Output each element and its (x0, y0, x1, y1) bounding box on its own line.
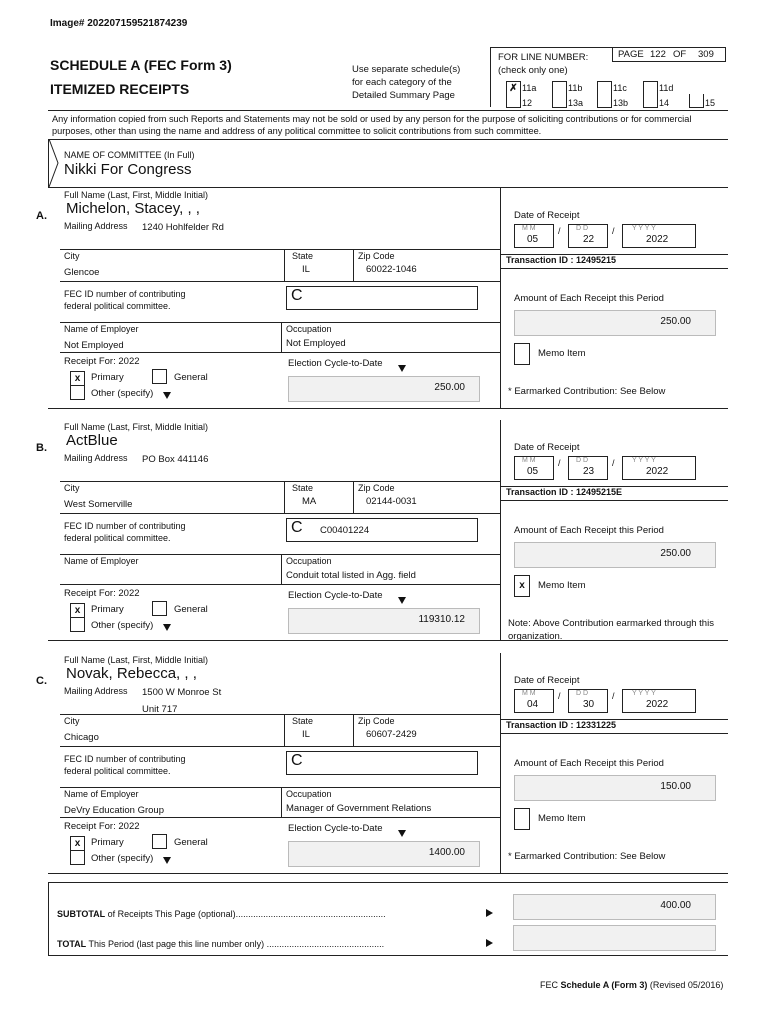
contributor-name: Michelon, Stacey, , , (66, 200, 200, 217)
election-cycle-dropdown-icon[interactable] (398, 365, 406, 372)
occupation-value: Not Employed (286, 338, 346, 349)
other-label: Other (specify) (91, 388, 154, 399)
state-label: State (292, 251, 314, 261)
memo-label: Memo Item (538, 813, 586, 824)
city-value: Glencoe (64, 267, 100, 278)
total-arrow-icon (486, 939, 493, 947)
election-cycle-value: 1400.00 (428, 847, 465, 858)
line-13a-label: 13a (568, 98, 584, 108)
election-cycle-label: Election Cycle-to-Date (288, 358, 383, 369)
line-14-checkbox[interactable] (643, 94, 658, 108)
year-value: 2022 (646, 466, 669, 477)
yyyy-hint: Y Y Y Y (632, 225, 656, 232)
city-label: City (64, 716, 80, 726)
month-value: 04 (527, 699, 539, 710)
of-label: OF (673, 49, 687, 60)
total-field[interactable] (513, 925, 716, 951)
notice-text: Any information copied from such Reports and Statements may not be sold or used by any person for the purpose of soliciting contributions or for commercial purposes, other than using the name and address of any political committee to solicit contributions from such committee. (52, 114, 692, 136)
city-value: Chicago (64, 732, 99, 743)
year-value: 2022 (646, 234, 669, 245)
page-total: 309 (698, 49, 714, 60)
memo-label: Memo Item (538, 580, 586, 591)
month-value: 05 (527, 234, 539, 245)
dd-hint: D D (576, 457, 589, 464)
amount-field[interactable] (514, 775, 716, 801)
general-checkbox[interactable] (152, 834, 167, 849)
transaction-id: Transaction ID : 12495215E (506, 487, 623, 497)
instructions-line-1: Use separate schedule(s) (352, 64, 461, 75)
line-11a-checkbox[interactable]: ✗ (506, 81, 521, 96)
entry-note: * Earmarked Contribution: See Below (508, 386, 666, 397)
memo-checkbox[interactable] (514, 343, 530, 365)
city-label: City (64, 483, 80, 493)
election-cycle-field[interactable] (288, 608, 480, 634)
line-11b-label: 11b (568, 83, 583, 93)
transaction-id: Transaction ID : 12495215 (506, 255, 617, 265)
entry-note: * Earmarked Contribution: See Below (508, 851, 666, 862)
primary-label: Primary (91, 372, 124, 383)
election-cycle-field[interactable] (288, 376, 480, 402)
full-name-label: Full Name (Last, First, Middle Initial) (64, 655, 209, 665)
employer-label: Name of Employer (64, 789, 139, 799)
subtotal-label: SUBTOTAL of Receipts This Page (optional)............................................................ (57, 909, 386, 919)
instructions-line-2: for each category of the (352, 77, 452, 88)
full-name-label: Full Name (Last, First, Middle Initial) (64, 422, 209, 432)
general-label: General (174, 372, 208, 383)
occupation-label: Occupation (286, 789, 332, 799)
fec-id-label-1: FEC ID number of contributing (64, 521, 186, 531)
city-value: West Somerville (64, 499, 133, 510)
state-value: IL (302, 264, 310, 275)
election-cycle-label: Election Cycle-to-Date (288, 590, 383, 601)
memo-checkbox[interactable]: x (514, 575, 530, 597)
zip-label: Zip Code (358, 251, 395, 261)
zip-value: 60022-1046 (366, 264, 417, 275)
fec-id-label-2: federal political committee. (64, 301, 171, 311)
employer-value: Not Employed (64, 340, 124, 351)
amount-field[interactable] (514, 310, 716, 336)
zip-value: 02144-0031 (366, 496, 417, 507)
mm-hint: M M (522, 225, 536, 232)
mailing-label: Mailing Address (64, 453, 128, 463)
image-id: Image# 202207159521874239 (50, 18, 188, 29)
fec-id-field[interactable] (286, 286, 478, 310)
election-cycle-label: Election Cycle-to-Date (288, 823, 383, 834)
line-11c-label: 11c (613, 83, 627, 93)
fec-id-prefix: C (291, 519, 303, 536)
line-11a-label: 11a (522, 83, 537, 93)
receipt-entry (0, 420, 770, 652)
full-name-label: Full Name (Last, First, Middle Initial) (64, 190, 209, 200)
day-value: 23 (583, 466, 595, 477)
fec-id-label-2: federal political committee. (64, 766, 171, 776)
memo-label: Memo Item (538, 348, 586, 359)
election-cycle-dropdown-icon[interactable] (398, 830, 406, 837)
line-14-label: 14 (659, 98, 670, 108)
occupation-value: Conduit total listed in Agg. field (286, 570, 416, 581)
line-13a-checkbox[interactable] (552, 94, 567, 108)
page-number: 122 (650, 49, 666, 60)
year-value: 2022 (646, 699, 669, 710)
other-checkbox[interactable] (70, 850, 85, 865)
other-label: Other (specify) (91, 620, 154, 631)
primary-checkbox[interactable]: x (70, 371, 85, 386)
fec-id-field[interactable] (286, 518, 478, 542)
fec-id-label-1: FEC ID number of contributing (64, 754, 186, 764)
state-value: IL (302, 729, 310, 740)
election-cycle-field[interactable] (288, 841, 480, 867)
page-label: PAGE (618, 49, 644, 60)
subtotal-arrow-icon (486, 909, 493, 917)
entry-letter: B. (36, 442, 47, 454)
memo-checkbox[interactable] (514, 808, 530, 830)
primary-label: Primary (91, 604, 124, 615)
date-slash-1: / (558, 226, 561, 236)
date-slash-2: / (612, 458, 615, 468)
line-13b-label: 13b (613, 98, 629, 108)
primary-checkbox[interactable]: x (70, 603, 85, 618)
date-slash-1: / (558, 691, 561, 701)
other-checkbox[interactable] (70, 617, 85, 632)
footer-text: FEC Schedule A (Form 3) (Revised 05/2016) (540, 980, 724, 990)
other-label: Other (specify) (91, 853, 154, 864)
amount-label: Amount of Each Receipt this Period (514, 758, 664, 769)
yyyy-hint: Y Y Y Y (632, 457, 656, 464)
zip-label: Zip Code (358, 483, 395, 493)
election-cycle-value: 250.00 (434, 382, 465, 393)
state-label: State (292, 716, 314, 726)
fec-id-field[interactable] (286, 751, 478, 775)
date-of-receipt-label: Date of Receipt (514, 675, 580, 686)
date-of-receipt-label: Date of Receipt (514, 442, 580, 453)
receipt-for-label: Receipt For: 2022 (64, 356, 140, 367)
line-number-label: FOR LINE NUMBER: (498, 52, 589, 63)
fec-id-value: C00401224 (320, 525, 370, 536)
mailing-address: 1240 Hohlfelder Rd (142, 222, 224, 233)
state-value: MA (302, 496, 317, 507)
subtotal-field[interactable] (513, 894, 716, 920)
transaction-id: Transaction ID : 12331225 (506, 720, 617, 730)
line-15-label: 15 (705, 98, 716, 108)
zip-label: Zip Code (358, 716, 395, 726)
check-only-one: (check only one) (498, 65, 568, 76)
line-11d-label: 11d (659, 83, 674, 93)
line-12-checkbox[interactable] (506, 94, 521, 108)
city-label: City (64, 251, 80, 261)
date-of-receipt-label: Date of Receipt (514, 210, 580, 221)
receipt-for-label: Receipt For: 2022 (64, 821, 140, 832)
occupation-value: Manager of Government Relations (286, 803, 432, 814)
mm-hint: M M (522, 457, 536, 464)
amount-field[interactable] (514, 542, 716, 568)
receipt-entry (0, 653, 770, 885)
employer-label: Name of Employer (64, 324, 139, 334)
date-slash-2: / (612, 691, 615, 701)
line-12-label: 12 (522, 98, 533, 108)
committee-label: NAME OF COMMITTEE (In Full) (64, 150, 195, 160)
primary-checkbox[interactable]: x (70, 836, 85, 851)
entry-note-2: organization. (508, 631, 563, 642)
date-slash-2: / (612, 226, 615, 236)
committee-name: Nikki For Congress (64, 161, 192, 178)
occupation-label: Occupation (286, 556, 332, 566)
general-label: General (174, 604, 208, 615)
fec-id-label-1: FEC ID number of contributing (64, 289, 186, 299)
other-dropdown-icon[interactable] (163, 857, 171, 864)
form-subtitle: ITEMIZED RECEIPTS (50, 81, 190, 97)
employer-label: Name of Employer (64, 556, 139, 566)
entry-letter: A. (36, 210, 47, 222)
dd-hint: D D (576, 690, 589, 697)
other-dropdown-icon[interactable] (163, 624, 171, 631)
amount-value: 150.00 (660, 781, 691, 792)
zip-value: 60607-2429 (366, 729, 417, 740)
day-value: 22 (583, 234, 595, 245)
month-value: 05 (527, 466, 539, 477)
other-checkbox[interactable] (70, 385, 85, 400)
amount-label: Amount of Each Receipt this Period (514, 293, 664, 304)
form-title: SCHEDULE A (FEC Form 3) (50, 57, 232, 73)
entry-letter: C. (36, 675, 47, 687)
line-15-checkbox[interactable] (689, 94, 704, 108)
amount-label: Amount of Each Receipt this Period (514, 525, 664, 536)
general-label: General (174, 837, 208, 848)
election-cycle-dropdown-icon[interactable] (398, 597, 406, 604)
employer-value: DeVry Education Group (64, 805, 164, 816)
day-value: 30 (583, 699, 595, 710)
committee-bracket (48, 139, 60, 187)
amount-value: 250.00 (660, 316, 691, 327)
dd-hint: D D (576, 225, 589, 232)
total-label: TOTAL This Period (last page this line number only) ............................................... (57, 939, 385, 949)
receipt-entry (0, 188, 770, 420)
mailing-label: Mailing Address (64, 686, 128, 696)
contributor-name: Novak, Rebecca, , , (66, 665, 197, 682)
mailing-address: PO Box 441146 (142, 454, 209, 465)
general-checkbox[interactable] (152, 369, 167, 384)
subtotal-value: 400.00 (660, 900, 691, 911)
contributor-name: ActBlue (66, 432, 118, 449)
occupation-label: Occupation (286, 324, 332, 334)
fec-id-prefix: C (291, 287, 303, 304)
fec-id-prefix: C (291, 752, 303, 769)
receipt-for-label: Receipt For: 2022 (64, 588, 140, 599)
fec-id-label-2: federal political committee. (64, 533, 171, 543)
state-label: State (292, 483, 314, 493)
mm-hint: M M (522, 690, 536, 697)
yyyy-hint: Y Y Y Y (632, 690, 656, 697)
date-slash-1: / (558, 458, 561, 468)
instructions-line-3: Detailed Summary Page (352, 90, 455, 101)
other-dropdown-icon[interactable] (163, 392, 171, 399)
election-cycle-value: 119310.12 (418, 614, 465, 625)
mailing-address-2: Unit 717 (142, 704, 178, 715)
general-checkbox[interactable] (152, 601, 167, 616)
mailing-address: 1500 W Monroe St (142, 687, 222, 698)
mailing-label: Mailing Address (64, 221, 128, 231)
primary-label: Primary (91, 837, 124, 848)
amount-value: 250.00 (660, 548, 691, 559)
entry-note: Note: Above Contribution earmarked through this (508, 618, 714, 629)
line-13b-checkbox[interactable] (597, 94, 612, 108)
